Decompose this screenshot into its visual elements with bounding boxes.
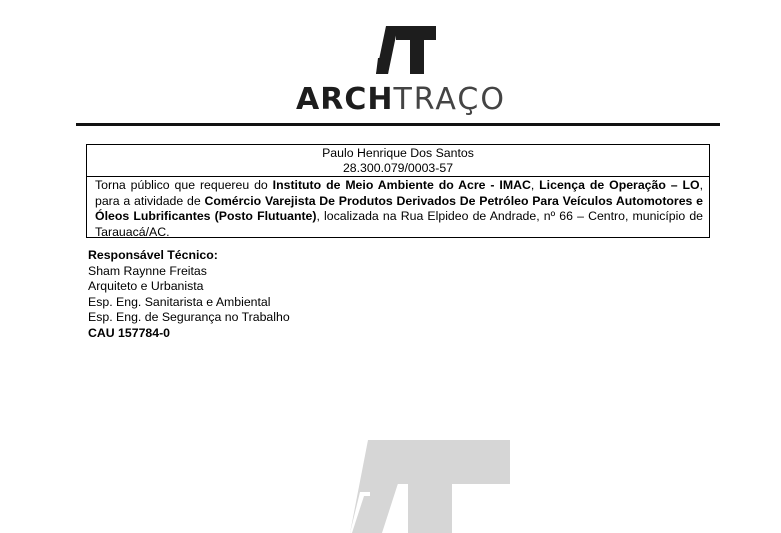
- archtraco-logo-icon: [376, 26, 436, 74]
- notice-part: , para a atividade de: [95, 178, 703, 208]
- technician-specialty-1: Esp. Eng. Sanitarista e Ambiental: [88, 294, 271, 309]
- header-divider: [76, 123, 720, 126]
- technician-title: Arquiteto e Urbanista: [88, 279, 204, 293]
- technician-label: Responsável Técnico:: [88, 248, 218, 262]
- technician-cau: CAU 157784-0: [88, 325, 171, 340]
- notice-box: [86, 144, 710, 238]
- notice-part: ,: [530, 178, 540, 192]
- notice-address: , localizada na Rua Elpideo de Andrade, nº 66 – Centro, município de Tarauacá/AC.: [95, 209, 703, 239]
- technician-specialty-2: Esp. Eng. de Segurança no Trabalho: [88, 310, 290, 324]
- logo-wordmark-light: TRAÇO: [393, 82, 506, 117]
- notice-activity: Comércio Varejista De Produtos Derivados De Petróleo Para Veículos Automotores e Óleos Lubrificantes (Posto Flutuante): [95, 193, 703, 223]
- notice-part: Torna público que requereu do: [95, 178, 273, 192]
- logo-wordmark-bold: ARCH: [296, 82, 394, 117]
- watermark-logo-icon: [350, 440, 510, 533]
- applicant-name: Paulo Henrique Dos Santos: [322, 146, 474, 160]
- logo-wordmark: [296, 80, 516, 120]
- notice-institute: Instituto de Meio Ambiente do Acre - IMAC: [272, 178, 531, 192]
- technician-block: [88, 248, 290, 341]
- notice-text: [87, 177, 709, 240]
- applicant-cnpj: 28.300.079/0003-57: [87, 161, 709, 177]
- notice-license: Licença de Operação – LO: [539, 178, 700, 192]
- technician-name: Sham Raynne Freitas: [88, 263, 207, 278]
